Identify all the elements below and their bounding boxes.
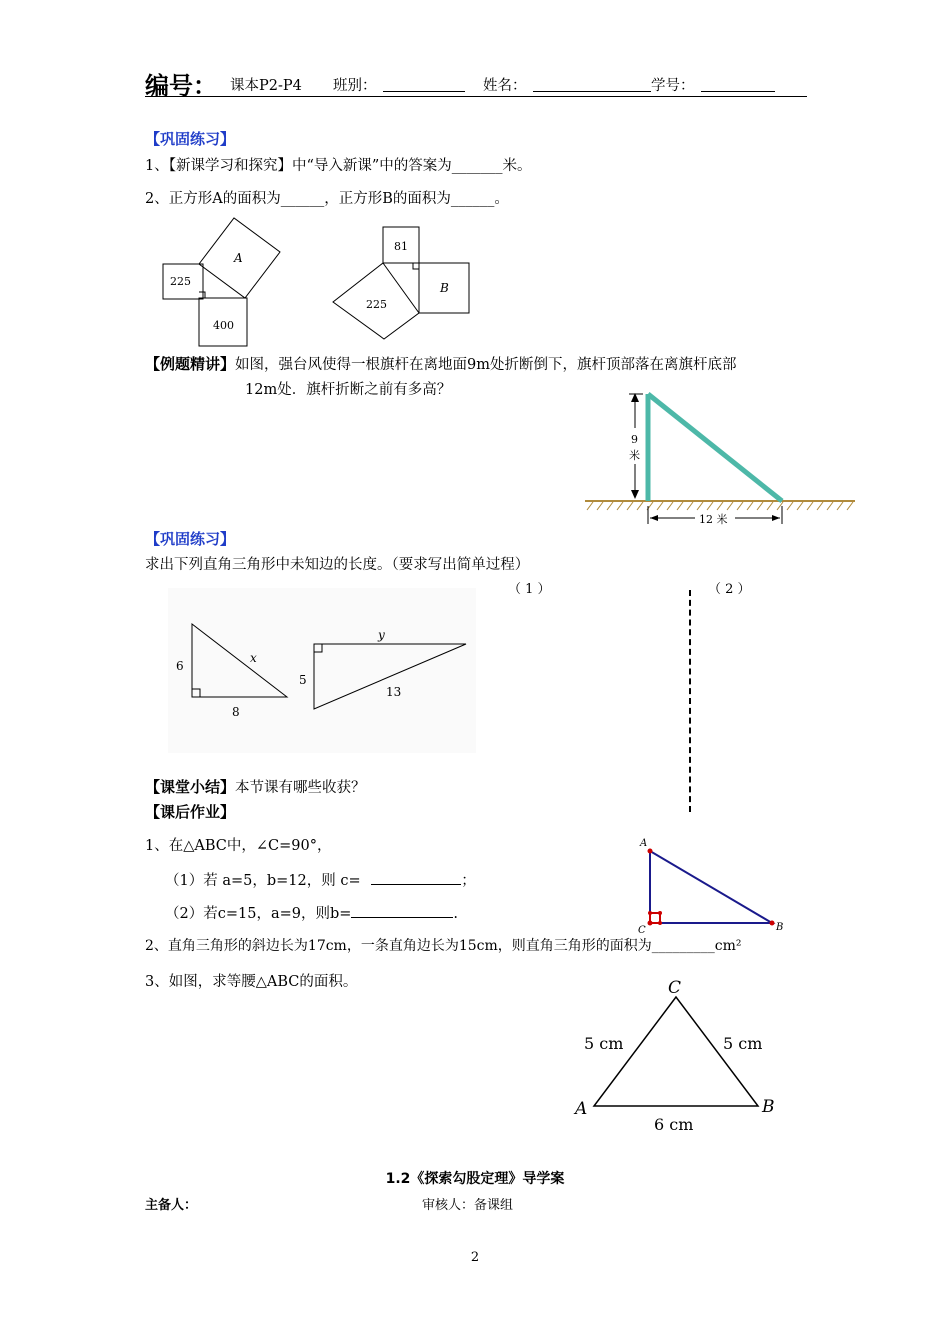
homework-heading: 【课后作业】	[145, 803, 236, 821]
name-blank[interactable]	[533, 91, 651, 92]
homework-q1: 1、在△ABC中，∠C=90°，	[145, 838, 332, 854]
student-no-blank[interactable]	[701, 91, 775, 92]
example-text-2: 12m处．旗杆折断之前有多高？	[245, 382, 452, 398]
question-1: 1、【新课学习和探究】中“导入新课”中的答案为_______米。	[145, 158, 532, 174]
tri1-hyp-x: x	[250, 651, 257, 665]
footer-preparer: 主备人：	[145, 1198, 198, 1213]
tri1-side-8: 8	[232, 705, 240, 719]
q1a-end: ；	[461, 873, 476, 889]
pole-fallen	[648, 394, 782, 501]
abc-label-C: C	[638, 925, 646, 936]
abc-right-triangle-figure	[632, 833, 792, 938]
tri2-hyp-13: 13	[386, 685, 402, 699]
label-225: 225	[170, 275, 191, 288]
homework-q1b	[165, 902, 458, 923]
homework-q3: 3、如图，求等腰△ABC的面积。	[145, 974, 358, 990]
example-text-1: 如图，强台风使得一根旗杆在离地面9m处折断倒下，旗杆顶部落在离旗杆底部	[235, 357, 737, 373]
summary-text: 本节课有哪些收获？	[235, 780, 366, 796]
tri2-side-5: 5	[299, 673, 307, 687]
column-1-label: （ 1 ）	[508, 582, 551, 597]
column-divider	[689, 590, 691, 812]
page-number: 2	[470, 1250, 480, 1265]
iso-label-B: B	[762, 1097, 775, 1117]
iso-side-left: 5 cm	[584, 1034, 624, 1053]
label-81: 81	[394, 240, 408, 253]
iso-base: 6 cm	[654, 1115, 694, 1134]
column-2-label: （ 2 ）	[708, 582, 751, 597]
abc-label-B: B	[776, 922, 784, 933]
document-header	[145, 66, 807, 100]
iso-label-A: A	[575, 1099, 588, 1119]
question-2: 2、正方形A的面积为______，正方形B的面积为______。	[145, 191, 509, 207]
isosceles-triangle-figure	[570, 975, 790, 1135]
footer-title: 1.2《探索勾股定理》导学案	[385, 1171, 565, 1187]
section-heading-practice-1: 【巩固练习】	[145, 130, 236, 148]
label-A: A	[234, 251, 243, 265]
label-400: 400	[213, 319, 234, 332]
name-label: 姓名：	[483, 78, 527, 94]
class-blank[interactable]	[383, 91, 465, 92]
header-book: 课本P2-P4	[230, 78, 302, 94]
summary-heading: 【课堂小结】	[145, 778, 236, 796]
iso-label-C: C	[668, 978, 682, 998]
summary-line	[145, 776, 366, 797]
footer-reviewer: 审核人：备课组	[422, 1198, 514, 1213]
tri2-side-y: y	[378, 628, 385, 642]
q1b-end: .	[453, 906, 459, 922]
flagpole-figure	[585, 388, 860, 530]
student-no-label: 学号：	[651, 78, 695, 94]
q1a-text: （1）若 a=5，b=12，则 c=	[165, 873, 361, 889]
tri1-side-6: 6	[176, 659, 184, 673]
label-225b: 225	[366, 298, 387, 311]
iso-side-right: 5 cm	[723, 1034, 763, 1053]
example-line-1	[145, 353, 737, 374]
homework-q2: 2、直角三角形的斜边长为17cm，一条直角边长为15cm，则直角三角形的面积为_________cm²	[145, 938, 742, 954]
abc-label-A: A	[640, 838, 648, 849]
class-label: 班别：	[333, 78, 377, 94]
header-title: 编号：	[145, 72, 217, 100]
q1a-answer-blank[interactable]	[371, 870, 461, 885]
example-heading: 【例题精讲】	[145, 355, 236, 373]
q1b-answer-blank[interactable]	[351, 903, 453, 918]
ground-label: 12 米	[699, 513, 728, 526]
squares-figure-right	[330, 222, 475, 352]
height-label-unit: 米	[629, 449, 640, 462]
label-B: B	[440, 281, 449, 295]
height-label-num: 9	[631, 433, 638, 446]
squares-figure-left	[158, 212, 298, 350]
practice-2-prompt: 求出下列直角三角形中未知边的长度。（要求写出简单过程）	[145, 557, 530, 573]
homework-q1a	[165, 869, 476, 890]
q1b-text: （2）若c=15，a=9，则b=	[165, 906, 352, 922]
right-triangles-figure	[168, 588, 476, 753]
section-heading-practice-2: 【巩固练习】	[145, 530, 236, 548]
